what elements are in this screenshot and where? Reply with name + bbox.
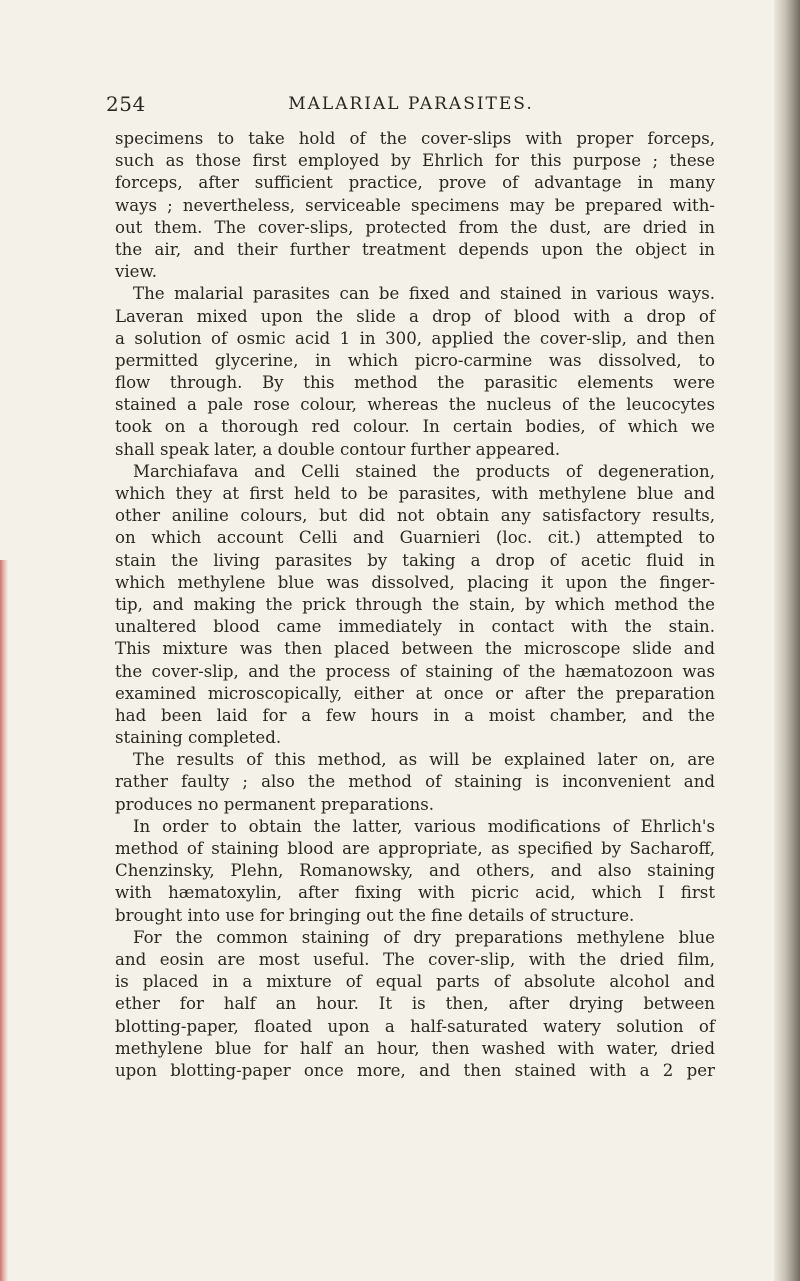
text-line: shall speak later, a double contour further appeared. [115,439,561,459]
text-line: tip, and making the prick through the stain, by which method the [115,594,715,614]
text-line: such as those first employed by Ehrlich for this purpose ; these [115,151,715,171]
text-line: forceps, after sufficient practice, prove of advantage in many [115,173,715,193]
text-line: This mixture was then placed between the microscope slide and [115,639,715,659]
text-line: with hæmatoxylin, after fixing with picric acid, which I first [115,883,715,903]
text-line: blotting-paper, floated upon a half-saturated watery solution of [115,1016,715,1036]
text-line: method of staining blood are appropriate, as specified by Sacharoff, [115,839,715,858]
text-line: upon blotting-paper once more, and then stained with a 2 per [115,1060,715,1080]
text-line: out them. The cover-slips, protected from the dust, are dried in [115,217,715,237]
text-line: the cover-slip, and the process of staining of the hæmatozoon was [115,661,715,681]
text-line: Chenzinsky, Plehn, Romanowsky, and others, and also staining [115,861,715,881]
text-line: had been laid for a few hours in a moist chamber, and the [115,705,715,725]
text-line: permitted glycerine, in which picro-carmine was dissolved, to [115,350,715,370]
text-line: The malarial parasites can be fixed and stained in various ways. [133,284,715,304]
text-line: took on a thorough red colour. In certain bodies, of which we [115,417,715,437]
text-line: staining completed. [115,728,282,748]
text-line: produces no permanent preparations. [115,794,435,814]
text-line: is placed in a mixture of equal parts of absolute alcohol and [115,972,715,992]
text-line: unaltered blood came immediately in contact with the stain. [115,617,715,637]
text-line: Marchiafava and Celli stained the products of degeneration, [133,461,715,481]
text-line: which they at first held to be parasites, with methylene blue and [115,484,715,503]
text-line: the air, and their further treatment depends upon the object in [115,239,715,259]
text-line: In order to obtain the latter, various modifications of Ehrlich's [133,816,715,836]
text-line: For the common staining of dry preparations methylene blue [133,927,715,947]
text-line: a solution of osmic acid 1 in 300, applied the cover-slip, and then [115,328,715,348]
text-line: Laveran mixed upon the slide a drop of blood with a drop of [115,306,715,326]
page-number: 254 [106,92,146,116]
page-edge-left [0,560,8,1281]
running-head: MALARIAL PARASITES. [288,94,534,114]
text-line: other aniline colours, but did not obtain any satisfactory results, [115,506,715,526]
text-line: specimens to take hold of the cover-slips with proper forceps, [115,129,715,148]
text-line: view. [115,262,158,282]
text-line: ether for half an hour. It is then, after drying between [115,994,715,1014]
text-line: which methylene blue was dissolved, placing it upon the finger- [115,572,715,592]
text-line: on which account Celli and Guarnieri (loc. cit.) attempted to [115,528,715,548]
text-line: methylene blue for half an hour, then washed with water, dried [115,1038,715,1058]
text-line: stain the living parasites by taking a drop of acetic fluid in [115,550,715,570]
text-line: flow through. By this method the parasitic elements were [115,373,715,393]
text-line: The results of this method, as will be explained later on, are [133,750,715,770]
body-text [115,128,715,1082]
text-line: ways ; nevertheless, serviceable specimens may be prepared with- [115,195,715,215]
text-line: examined microscopically, either at once or after the preparation [115,683,715,703]
text-line: stained a pale rose colour, whereas the nucleus of the leucocytes [115,395,715,415]
text-line: rather faulty ; also the method of staining is inconvenient and [115,772,715,792]
text-line: brought into use for bringing out the fine details of structure. [115,905,635,925]
text-line: and eosin are most useful. The cover-slip, with the dried film, [115,949,715,969]
page-header [106,92,716,120]
page-edge-shadow [774,0,800,1281]
